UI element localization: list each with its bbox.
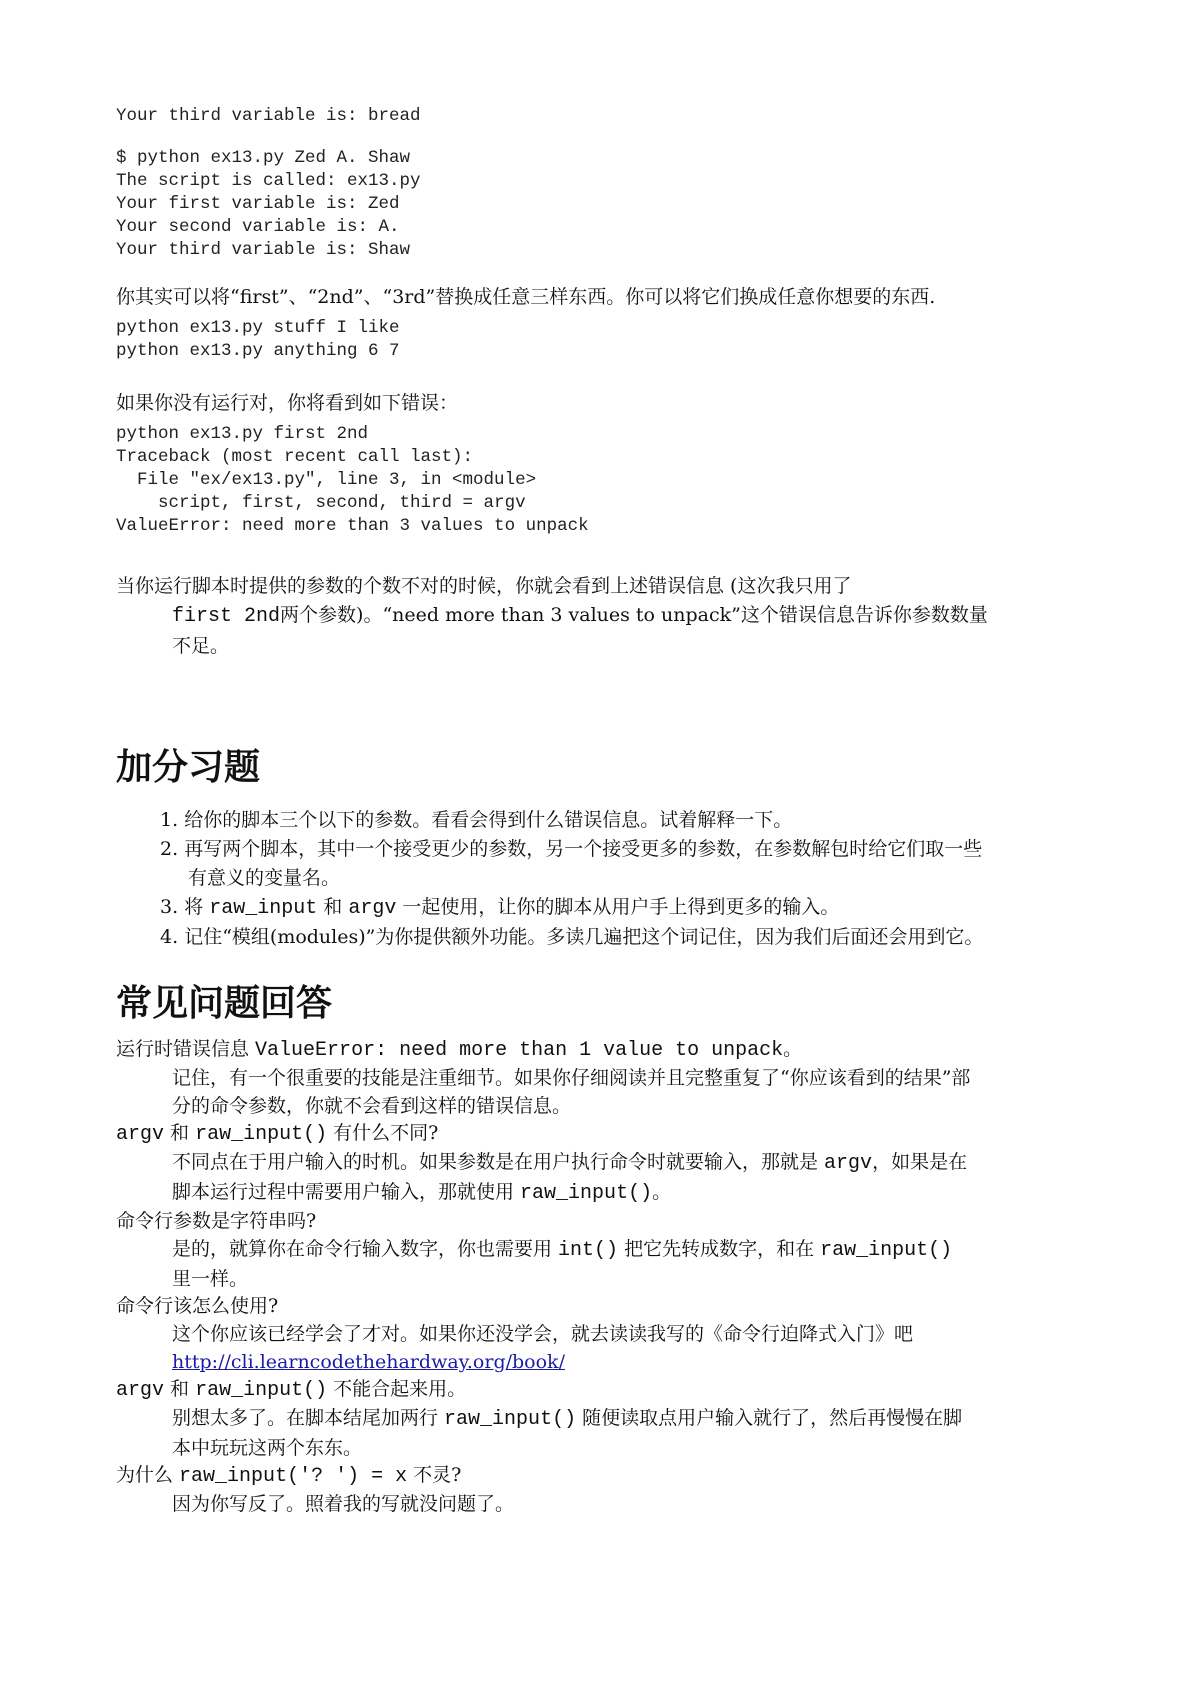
code-line: Your second variable is: A. xyxy=(116,217,400,237)
inline-code: raw_input() xyxy=(820,1239,953,1262)
list-number: 4. xyxy=(160,926,179,948)
inline-code: raw_input() xyxy=(195,1379,328,1402)
faq-question xyxy=(116,1376,1086,1404)
list-text: 将 xyxy=(184,896,210,918)
list-number: 3. xyxy=(160,896,179,918)
explain-line-2 xyxy=(172,600,1086,632)
code-line: Your first variable is: Zed xyxy=(116,194,400,214)
code-line: $ python ex13.py Zed A. Shaw xyxy=(116,148,411,168)
answer-text: 随便读取点用户输入就行了，然后再慢慢在脚 xyxy=(576,1407,963,1429)
list-item xyxy=(156,806,1086,835)
inline-code: raw_input('? ') = x xyxy=(179,1465,408,1488)
list-number: 1. xyxy=(160,809,179,831)
inline-code: argv xyxy=(116,1379,165,1402)
answer-text: 把它先转成数字，和在 xyxy=(618,1238,821,1260)
inline-code: argv xyxy=(824,1152,873,1175)
faq-list xyxy=(116,1036,1086,1518)
list-number: 2. xyxy=(160,838,179,860)
answer-text: 里一样。 xyxy=(172,1268,249,1290)
list-item xyxy=(156,835,1086,893)
faq-question: 命令行参数是字符串吗? xyxy=(116,1210,317,1232)
cli-book-link[interactable]: http://cli.learncodethehardway.org/book/ xyxy=(172,1351,565,1373)
answer-text: 是的，就算你在命令行输入数字，你也需要用 xyxy=(172,1238,559,1260)
list-item xyxy=(156,893,1086,923)
faq-answer xyxy=(172,1064,1086,1120)
code-line: The script is called: ex13.py xyxy=(116,171,421,191)
list-text: 再写两个脚本，其中一个接受更少的参数，另一个接受更多的参数，在参数解包时给它们取一些 xyxy=(184,838,983,860)
faq-answer xyxy=(172,1148,1086,1208)
explain-line-1: 当你运行脚本时提供的参数的个数不对的时候，你就会看到上述错误信息 (这次我只用了 xyxy=(116,575,852,597)
list-text: 和 xyxy=(317,896,349,918)
paragraph-error-intro: 如果你没有运行对，你将看到如下错误： xyxy=(116,392,459,414)
code-line: Traceback (most recent call last): xyxy=(116,447,474,467)
code-output-block xyxy=(116,105,421,128)
code-line: Your third variable is: bread xyxy=(116,106,421,126)
faq-question xyxy=(116,1120,1086,1148)
answer-text: 分的命令参数，你就不会看到这样的错误信息。 xyxy=(172,1095,572,1117)
code-line: python ex13.py first 2nd xyxy=(116,424,369,444)
question-text: 和 xyxy=(164,1378,196,1400)
explain-line-3: 不足。 xyxy=(172,635,230,657)
code-line: ValueError: need more than 3 values to unpack xyxy=(116,516,589,536)
inline-code: raw_input() xyxy=(195,1123,328,1146)
answer-text: 本中玩玩这两个东东。 xyxy=(172,1437,363,1459)
faq-answer xyxy=(172,1235,1086,1293)
section-title-extra: 加分习题 xyxy=(116,747,261,788)
inline-code: argv xyxy=(116,1123,165,1146)
list-item xyxy=(156,923,1086,952)
code-line: script, first, second, third = argv xyxy=(116,493,526,513)
answer-text: 脚本运行过程中需要用户输入，那就使用 xyxy=(172,1181,521,1203)
answer-text: 。 xyxy=(652,1181,672,1203)
code-line: File "ex/ex13.py", line 3, in <module> xyxy=(116,470,537,490)
list-text: 一起使用，让你的脚本从用户手上得到更多的输入。 xyxy=(396,896,840,918)
answer-text: ，如果是在 xyxy=(872,1151,968,1173)
paragraph-replace: 你其实可以将“first”、“2nd”、“3rd”替换成任意三样东西。你可以将它们换成任意你想要的东西. xyxy=(116,286,936,308)
explain-text: 两个参数)。“need more than 3 values to unpack”这个错误信息告诉你参数数量 xyxy=(280,604,988,626)
faq-answer xyxy=(172,1320,1086,1376)
code-line: python ex13.py anything 6 7 xyxy=(116,341,400,361)
answer-text: 不同点在于用户输入的时机。如果参数是在用户执行命令时就要输入，那就是 xyxy=(172,1151,825,1173)
faq-answer: 因为你写反了。照着我的写就没问题了。 xyxy=(172,1493,515,1515)
list-text: 给你的脚本三个以下的参数。看看会得到什么错误信息。试着解释一下。 xyxy=(184,809,793,831)
code-examples-block xyxy=(116,317,400,363)
faq-answer xyxy=(172,1404,1086,1462)
question-text: 不灵? xyxy=(407,1464,462,1486)
question-text: 为什么 xyxy=(116,1464,180,1486)
answer-text: 这个你应该已经学会了才对。如果你还没学会，就去读读我写的《命令行迫降式入门》吧 xyxy=(172,1323,914,1345)
inline-code: raw_input xyxy=(209,897,318,920)
code-error-block xyxy=(116,423,589,538)
answer-text: 记住，有一个很重要的技能是注重细节。如果你仔细阅读并且完整重复了“你应该看到的结果”部 xyxy=(172,1067,971,1089)
question-text: 有什么不同? xyxy=(327,1122,439,1144)
list-text: 有意义的变量名。 xyxy=(188,867,341,889)
extra-exercise-list xyxy=(116,806,1086,952)
code-line: Your third variable is: Shaw xyxy=(116,240,411,260)
question-text: 和 xyxy=(164,1122,196,1144)
list-text: 记住“模组(modules)”为你提供额外功能。多读几遍把这个词记住，因为我们后面还会用到它。 xyxy=(184,926,984,948)
inline-code: raw_input() xyxy=(444,1408,577,1431)
question-text: 。 xyxy=(783,1038,803,1060)
faq-question: 命令行该怎么使用? xyxy=(116,1295,279,1317)
faq-question xyxy=(116,1462,1086,1490)
faq-question xyxy=(116,1036,1086,1064)
inline-code: int() xyxy=(558,1239,619,1262)
answer-text: 别想太多了。在脚本结尾加两行 xyxy=(172,1407,445,1429)
section-title-faq: 常见问题回答 xyxy=(116,983,333,1024)
code-output-block-2 xyxy=(116,147,421,262)
inline-code: argv xyxy=(348,897,397,920)
inline-code: first 2nd xyxy=(172,605,281,628)
question-text: 不能合起来用。 xyxy=(327,1378,467,1400)
question-text: 运行时错误信息 xyxy=(116,1038,256,1060)
code-line: python ex13.py stuff I like xyxy=(116,318,400,338)
inline-code: raw_input() xyxy=(520,1182,653,1205)
inline-code: ValueError: need more than 1 value to unpack xyxy=(255,1039,784,1062)
paragraph-explain xyxy=(116,572,1086,660)
